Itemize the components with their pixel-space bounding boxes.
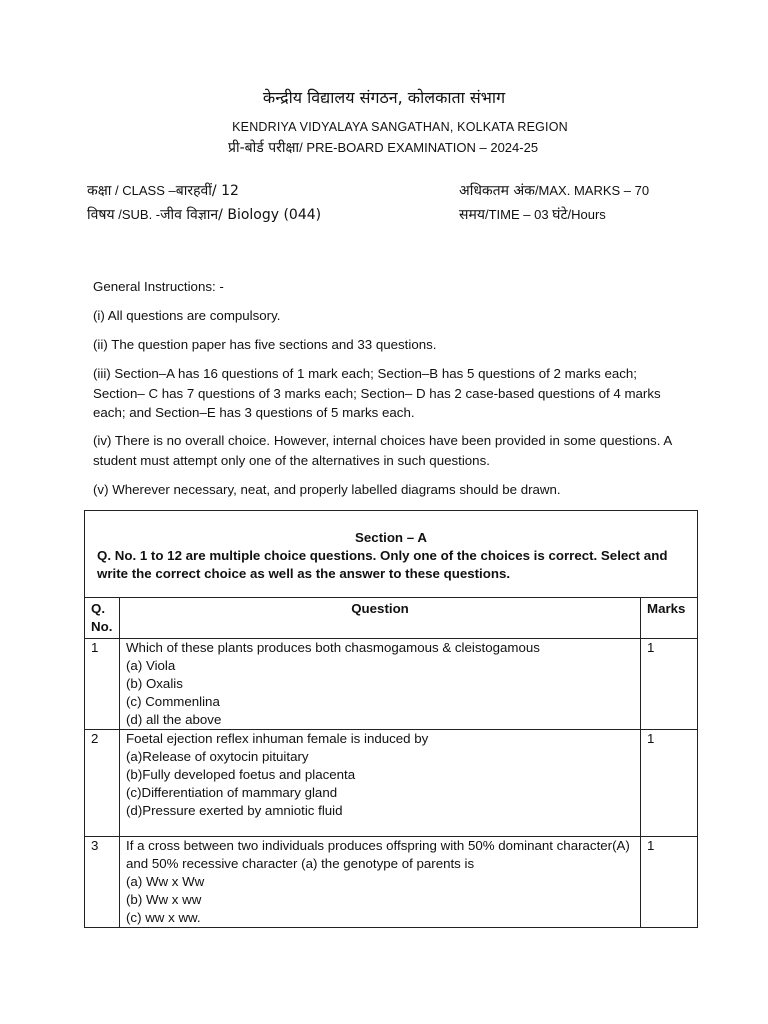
section-header	[85, 511, 698, 598]
time-unit-english: /Hours	[567, 207, 606, 222]
question-marks: 1	[641, 639, 698, 730]
class-label-hindi: कक्षा	[87, 183, 112, 199]
question-cell	[120, 639, 641, 730]
class-line	[87, 181, 239, 200]
question-text: Foetal ejection reflex inhuman female is induced by	[126, 731, 429, 746]
exam-title-english: / PRE-BOARD EXAMINATION – 2024-25	[299, 140, 539, 155]
option: (a) Viola	[126, 658, 176, 673]
exam-title	[228, 138, 538, 157]
org-title-english: KENDRIYA VIDYALAYA SANGATHAN, KOLKATA REGION	[232, 120, 568, 134]
col-header-question: Question	[120, 598, 641, 639]
instruction-item: (v) Wherever necessary, neat, and properly labelled diagrams should be drawn.	[93, 482, 561, 497]
class-label-english: / CLASS –	[111, 183, 176, 198]
subject-label-english: /SUB. -	[114, 207, 161, 222]
max-marks-line	[459, 181, 649, 200]
question-number: 2	[85, 730, 120, 837]
instruction-item: (iii) Section–A has 16 questions of 1 mark each; Section–B has 5 questions of 2 marks each; Section– C has 7 questions of 3 marks each; Section– D has 2 case-based questions of 4 marks each; and Section–E has 3 questions of 5 marks each.	[93, 366, 661, 420]
question-cell	[120, 837, 641, 928]
time-label-hindi: समय	[459, 207, 485, 223]
question-marks: 1	[641, 730, 698, 837]
option: (d)Pressure exerted by amniotic fluid	[126, 803, 343, 818]
question-text: If a cross between two individuals produces offspring with 50% dominant character(A) and 50% recessive character (a) the genotype of parents is	[126, 838, 630, 871]
question-cell	[120, 730, 641, 837]
section-title: Section – A	[355, 530, 427, 545]
table-row	[85, 730, 698, 837]
option: (c) ww x ww.	[126, 910, 201, 925]
instruction-item: (ii) The question paper has five sections and 33 questions.	[93, 337, 437, 352]
subject-line	[87, 205, 321, 224]
col-header-marks: Marks	[641, 598, 698, 639]
time-unit-hindi: घंटे	[552, 207, 568, 223]
option: (b) Oxalis	[126, 676, 183, 691]
table-header-row	[85, 598, 698, 639]
question-number: 1	[85, 639, 120, 730]
option: (c)Differentiation of mammary gland	[126, 785, 338, 800]
question-text: Which of these plants produces both chasmogamous & cleistogamous	[126, 640, 540, 655]
option: (d) all the above	[126, 712, 222, 727]
table-row	[85, 837, 698, 928]
question-number: 3	[85, 837, 120, 928]
option: (c) Commenlina	[126, 694, 220, 709]
questions-table	[84, 510, 698, 928]
marks-label-english: /MAX. MARKS – 70	[534, 183, 650, 198]
instruction-item: (i) All questions are compulsory.	[93, 308, 281, 323]
col-header-qno: Q. No.	[85, 598, 120, 639]
option: (a) Ww x Ww	[126, 874, 205, 889]
table-row	[85, 639, 698, 730]
section-note: Q. No. 1 to 12 are multiple choice questions. Only one of the choices is correct. Select and write the correct choice as well as the answer to these questions.	[97, 548, 668, 581]
instruction-item: (iv) There is no overall choice. However, internal choices have been provided in some questions. A student must attempt only one of the alternatives in such questions.	[93, 433, 672, 468]
option: (b) Ww x ww	[126, 892, 202, 907]
time-label-english: /TIME – 03	[484, 207, 553, 222]
subject-value: जीव विज्ञान/ Biology (044)	[160, 207, 322, 223]
time-line	[459, 205, 606, 224]
instructions-heading: General Instructions: -	[93, 279, 224, 294]
question-marks: 1	[641, 837, 698, 928]
exam-title-hindi: प्री-बोर्ड परीक्षा	[228, 140, 300, 156]
option: (b)Fully developed foetus and placenta	[126, 767, 356, 782]
class-value: बारहवीं/ 12	[175, 183, 239, 199]
org-title-hindi: केन्द्रीय विद्यालय संगठन, कोलकाता संभाग	[262, 88, 506, 107]
option: (a)Release of oxytocin pituitary	[126, 749, 309, 764]
section-header-row	[85, 511, 698, 598]
marks-label-hindi: अधिकतम अंक	[459, 183, 535, 199]
subject-label-hindi: विषय	[87, 207, 115, 223]
